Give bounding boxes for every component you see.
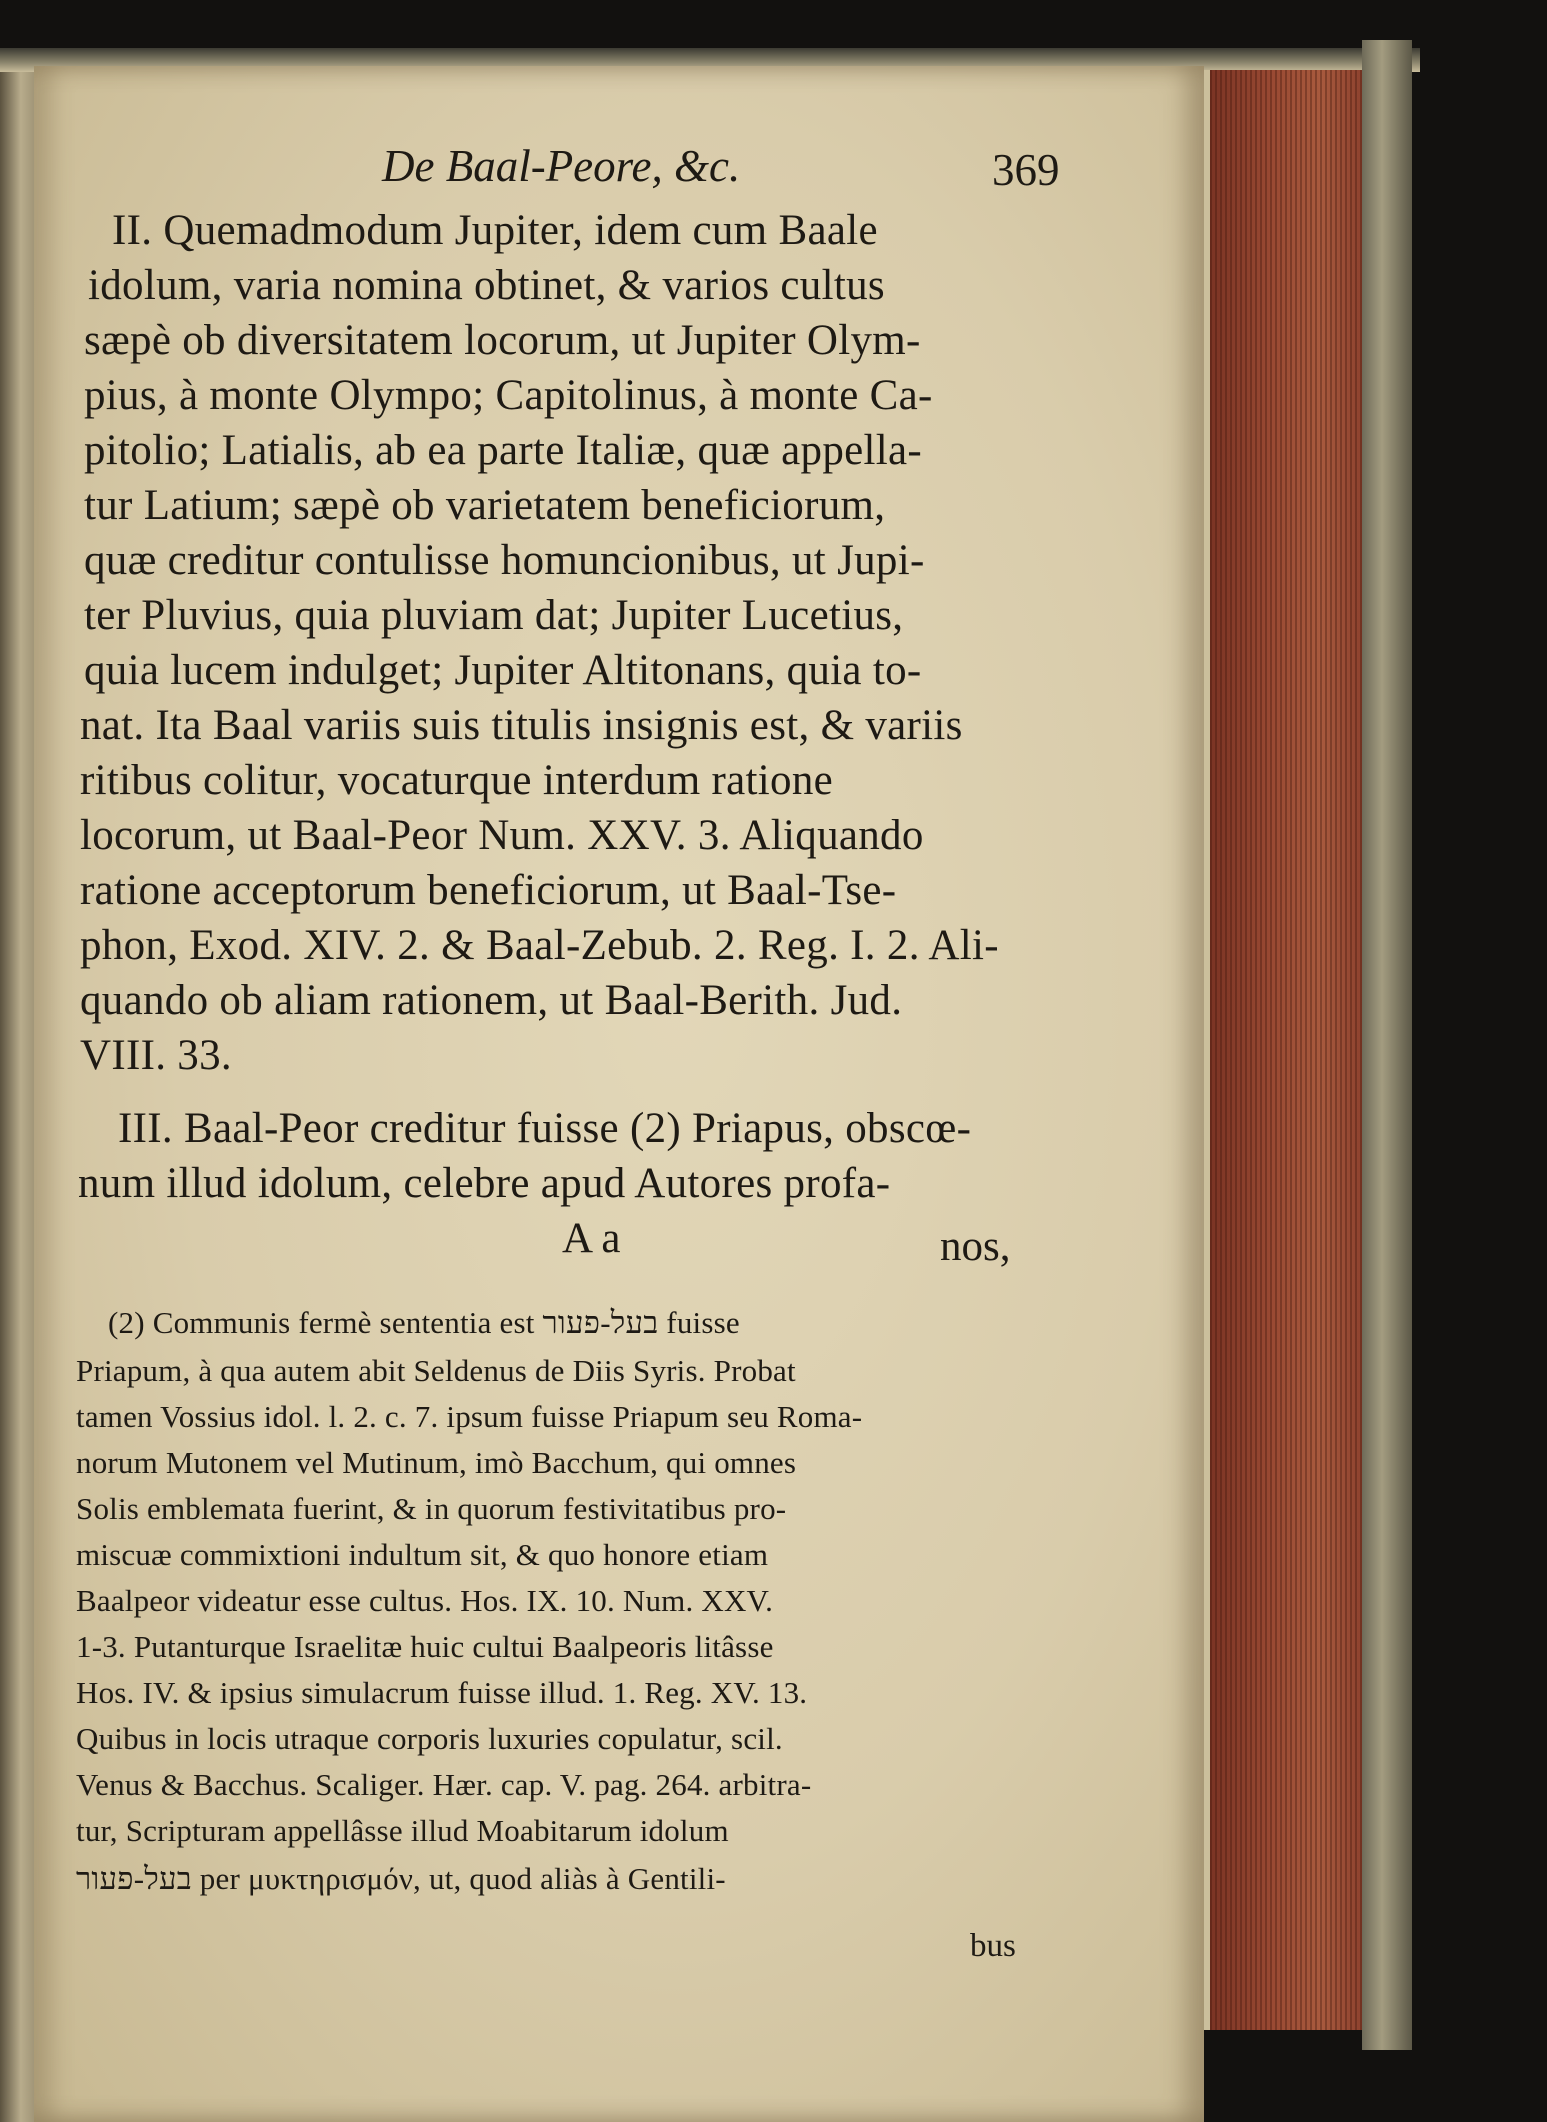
footnote-line: (2) Communis fermè sententia est בעל-פעור fuisse [108,1305,740,1340]
running-title: De Baal-Peore, &c. [382,141,741,191]
footnote-line: miscuæ commixtioni indultum sit, & quo honore etiam [76,1537,769,1572]
body-line: locorum, ut Baal-Peor Num. XXV. 3. Aliquando [80,812,924,859]
signature-mark: A a [562,1215,621,1262]
body-line: sæpè ob diversitatem locorum, ut Jupiter Olym- [84,317,921,364]
body-line: idolum, varia nomina obtinet, & varios cultus [88,262,885,309]
body-line: ritibus colitur, vocaturque interdum ratione [80,757,834,804]
footnote-line: Quibus in locis utraque corporis luxuries copulatur, scil. [76,1721,783,1756]
footnote-line: Venus & Bacchus. Scaliger. Hær. cap. V. pag. 264. arbitra- [76,1767,812,1802]
body-line: quando ob aliam rationem, ut Baal-Berith. Jud. [80,977,903,1024]
body-line: phon, Exod. XIV. 2. & Baal-Zebub. 2. Reg. I. 2. Ali- [80,922,999,969]
footnote-line: Hos. IV. & ipsius simulacrum fuisse illud. 1. Reg. XV. 13. [76,1675,808,1710]
footnote-catchword: bus [970,1928,1016,1964]
body-line: II. Quemadmodum Jupiter, idem cum Baale [112,207,878,254]
footnote-line: norum Mutonem vel Mutinum, imò Bacchum, qui omnes [76,1445,797,1480]
body-line: VIII. 33. [80,1032,232,1079]
catchword: nos, [940,1223,1011,1270]
body-line: quæ creditur contulisse homuncionibus, ut Jupi- [84,537,925,584]
footnote-line: Baalpeor videatur esse cultus. Hos. IX. 10. Num. XXV. [76,1583,774,1618]
footnote-line: 1-3. Putanturque Israelitæ huic cultui Baalpeoris litâsse [76,1629,774,1664]
footnote-line: Solis emblemata fuerint, & in quorum festivitatibus pro- [76,1491,787,1526]
body-line: pitolio; Latialis, ab ea parte Italiæ, quæ appella- [84,427,923,474]
body-line: tur Latium; sæpè ob varietatem beneficiorum, [84,482,886,529]
body-line: nat. Ita Baal variis suis titulis insignis est, & variis [80,702,963,749]
body-line: III. Baal-Peor creditur fuisse (2) Priapus, obscœ- [118,1105,972,1152]
page-number: 369 [992,145,1060,195]
footnote-line: Priapum, à qua autem abit Seldenus de Diis Syris. Probat [76,1353,796,1388]
footnote-line: בעל-פעור per μυκτηρισμόν, ut, quod aliàs à Gentili- [76,1861,726,1896]
footnote-line: tamen Vossius idol. l. 2. c. 7. ipsum fuisse Priapum seu Roma- [76,1399,863,1434]
body-line: pius, à monte Olympo; Capitolinus, à monte Ca- [84,372,933,419]
body-line: quia lucem indulget; Jupiter Altitonans, quia to- [84,647,922,694]
body-line: num illud idolum, celebre apud Autores profa- [78,1160,891,1207]
footnote-line: tur, Scripturam appellâsse illud Moabitarum idolum [76,1813,729,1848]
body-line: ter Pluvius, quia pluviam dat; Jupiter Lucetius, [84,592,904,639]
body-line: ratione acceptorum beneficiorum, ut Baal-Tse- [80,867,897,914]
